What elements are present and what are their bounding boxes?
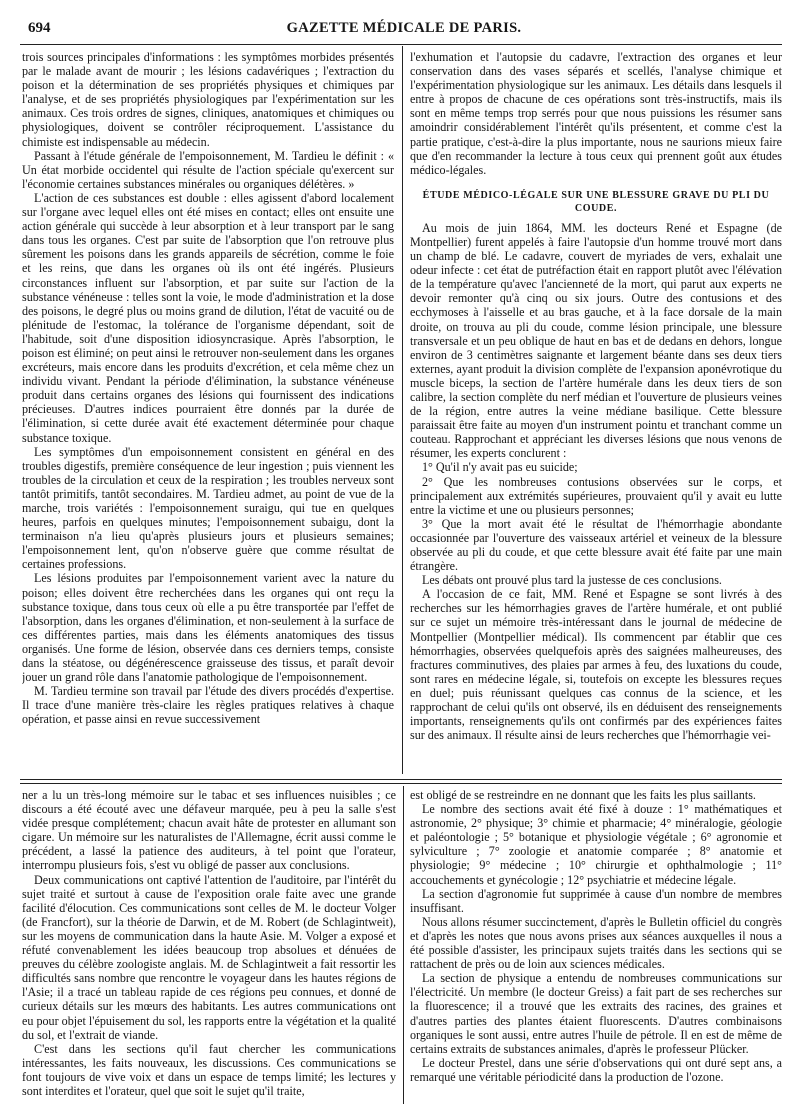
conclusion-item: 1° Qu'il n'y avait pas eu suicide;: [422, 460, 578, 475]
paragraph: Les lésions produites par l'empoisonnement varient avec la nature du poison; elles doivent être recherchées dans les organes qui ont reçu la substance toxique, dans tous ceux où elle a pu être transportée par l'effet de l'absorption, dans les organes d'élimination, et non-seulement à la surface de ces différentes parties, mais dans les éléments anatomiques des tissus organisés. Une forme de lésion, observée dans ces derniers temps, consiste dans la stéatose, ou dégénérescence graisseuse des tissus, et paraît devoir jouer un grand rôle dans l'anatomie pathologique de l'empoisonnement.: [22, 571, 394, 685]
column-bottom-left: [22, 788, 396, 1104]
page-header: [28, 20, 780, 40]
paragraph: l'exhumation et l'autopsie du cadavre, l'extraction des organes et leur conservation dans des vases séparés et scellés, l'analyse chimique et l'expérimentation physiologique sur les animaux. Les détails dans lesquels il entre à propos de chacune de ces opérations sont très-instructifs, mais ils sont en même temps trop serrés pour que nous puissions les résumer sans amoindrir considérablement l'intérêt qu'ils présentent, et comme c'est la partie pratique, c'est-à-dire la plus importante, nous ne saurions mieux faire que d'en recommander la lecture à tous ceux qui prennent goût aux études médico-légales.: [410, 50, 782, 177]
paragraph: Deux communications ont captivé l'attention de l'auditoire, par l'intérêt du sujet traité et surtout à cause de l'exposition orale faite avec une grande facilité d'élocution. Ces communications sont celles de M. le docteur Volger (de Francfort), sur la théorie de Darwin, et de M. Robert (de Schlagintweit), sur les moyens de communication dans la haute Asie. M. Volger a exposé et réfuté convenablement les idées beaucoup trop absolues et dénuées de preuves du célèbre zoologiste anglais. M. de Schlagintweit a fait ressortir les difficultés sans nombre que rencontre le voyageur dans les hautes régions de l'Asie; il a tracé un tableau rapide de ces régions peu connues, et donné de curieux détails sur les mœurs des habitants. Les autres communications ont eu pour objet l'épuisement du sol, les rapports entre la végétation et la qualité du sol, et l'extrait de viande.: [22, 872, 396, 1042]
conclusion-item: 2° Que les nombreuses contusions observées sur le corps, et principalement aux extrémités supérieures, prouvaient qu'il y avait eu lutte entre la victime et une ou plusieurs personnes;: [410, 474, 782, 517]
paragraph: Les symptômes d'un empoisonnement consistent en général en des troubles digestifs, première conséquence de leur ingestion ; puis viennent les troubles de la circulation et ceux de la respiration ; les troubles nerveux sont tantôt primitifs, tantôt secondaires. M. Tardieu admet, au point de vue de la marche, trois variétés : l'empoisonnement suraigu, qui tue en quelques heures, parfois en quelques minutes; l'empoisonnement subaigu, dont la terminaison n'a lieu qu'après plusieurs jours et plusieurs semaines; l'empoisonnement lent, qu'on n'observe guère que comme résultat de certaines professions.: [22, 444, 394, 572]
conclusion-item: 3° Que la mort avait été le résultat de l'hémorrhagie abondante occasionnée par l'ouverture des vaisseaux artériel et veineux de la blessure observée au pli du coude, et que cette blessure avait été faite par une main étrangère.: [410, 516, 782, 574]
paragraph: Nous allons résumer succinctement, d'après le Bulletin officiel du congrès et d'après les notes que nous avons prises aux séances auxquelles il nous a été possible d'assister, les principaux sujets traités dans les sections qui se rattachent de près ou de loin aux sciences médicales.: [410, 914, 782, 972]
paragraph: trois sources principales d'informations : les symptômes morbides présentés par le malade avant de mourir ; les lésions cadavériques ; l'extraction du poison et la détermination de ses propriétés physiques et chimiques par l'analyse, et de ses propriétés physiologiques par l'expérimentation sur les animaux. Ces trois ordres de signes, cliniques, anatomiques et chimiques ou physiologiques, doivent se contrôler réciproquement. L'assistance du chimiste est indispensable au médecin.: [22, 50, 394, 149]
column-divider: [403, 786, 404, 1104]
paragraph: A l'occasion de ce fait, MM. René et Espagne se sont livrés à des recherches sur les hémorrhagies graves de l'artère humérale, et ont publié sur ce sujet un mémoire très-intéressant dans le journal de médecine de Montpellier (Montpellier médical). Ils commencent par établir que ces hémorrhagies, observées quelquefois après des saignées malheureuses, des fractures comminutives, des plaies par armes à feu, des luxations du coude, sont rares en médecine légale, si, toutefois on excepte les blessures reçues en duel; puis réunissant quelques cas connus de la science, et les rapprochant de celui qu'ils ont observé, ils en déduisent des renseignements importants, renseignements qu'ils ont confirmés par des expériences faites sur des animaux. Il résulte ainsi de leurs recherches que l'hémorrhagie vei-: [410, 587, 782, 743]
column-bottom-right: [410, 788, 782, 1104]
paragraph: C'est dans les sections qu'il faut chercher les communications intéressantes, les faits nouveaux, les discussions. Ces communications se font toujours de vive voix et dans un espace de temps limité; les lectures y sont interdites et l'orateur, quel que soit le sujet qu'il traite,: [22, 1041, 396, 1098]
paragraph: ner a lu un très-long mémoire sur le tabac et ses influences nuisibles ; ce discours a été écouté avec une défaveur marquée, peu à peu la salle s'est vidée presque complétement; chacun avait hâte de protester en allumant son cigare. Un mémoire sur les naturalistes de l'Allemagne, écrit aussi comme le précédent, a lassé la patience des auditeurs, à tel point que l'orateur, interrompu plusieurs fois, s'est vu obligé de passer aux conclusions.: [22, 788, 396, 873]
running-title: GAZETTE MÉDICALE DE PARIS.: [286, 20, 522, 36]
paragraph: Au mois de juin 1864, MM. les docteurs René et Espagne (de Montpellier) furent appelés à faire l'autopsie d'un homme trouvé mort dans un champ de blé. Le cadavre, couvert de myriades de vers, exhalait une odeur infecte : cet état de putréfaction était en rapport plutôt avec l'élévation de la température qu'avec l'ancienneté de la mort, qui parut aux experts ne devoir remonter qu'à cinq ou six jours. Outre des contusions et des ecchymoses à l'aisselle et au bras gauche, et à la face dorsale de la main droite, on trouva au pli du coude, comme lésion principale, une blessure transversale et un peu oblique de haut en bas et de dedans en dehors, longue environ de 3 centimètres saignante et largement béante dans ses deux tiers externes, ayant produit la division complète de l'expansion aponévrotique du muscle biceps, la section de l'artère humérale dans les deux tiers de son calibre, la section complète du nerf médian et l'ouverture de plusieurs veines de la région, entre autres la veine médiane basilique. Cette blessure paraissait être faite au moyen d'un instrument pointu et tranchant comme un couteau. Rapprochant et appréciant les diverses lésions que nous venons de résumer, les experts conclurent :: [410, 220, 782, 461]
paragraph: Le docteur Prestel, dans une série d'observations qui ont duré sept ans, a remarqué une véritable périodicité dans la production de l'ozone.: [410, 1055, 782, 1084]
paragraph: L'action de ces substances est double : elles agissent d'abord localement sur l'organe avec lequel elles ont été mises en contact; elles ont ensuite une action générale qui succède à leur absorption et à leur transport par le sang dans tous les organes. C'est par suite de l'absorption que l'on retrouve plus sûrement les poisons dans les grands appareils de sécrétion, comme le foie et les reins, que dans les organes où ils ont été ingérés. Plusieurs circonstances influent sur l'absorption, et par suite sur l'action de la substance vénéneuse : telles sont la voie, le mode d'administration et la dose des poisons, le degré plus ou moins grand de dilution, l'état de vacuité ou de plénitude de l'estomac, la tolérance de l'organisme dépendant, soit de l'habitude, soit d'une disposition idiosyncrasique. Après l'absorption, le poison est éliminé; on peut ainsi le retrouver non-seulement dans les organes excréteurs, mais encore dans les produits d'excrétion, et cela même chez un individu vivant. Pendant la période d'élimination, la substance vénéneuse produit dans certains organes des lésions qui fournissent des indications précieuses. D'autres indices pourraient être donnés par la durée de l'élimination, si cette durée avait été exactement déterminée pour chaque substance toxique.: [22, 190, 394, 445]
paragraph: est obligé de se restreindre en ne donnant que les faits les plus saillants.: [410, 788, 756, 802]
column-divider: [402, 46, 403, 774]
paragraph: M. Tardieu termine son travail par l'étude des divers procédés d'expertise. Il trace d'une manière très-claire les règles pratiques relatives à chaque opération, et passe ainsi en revue successivement: [22, 684, 394, 727]
column-top-left: [22, 50, 394, 770]
paragraph: Les débats ont prouvé plus tard la justesse de ces conclusions.: [422, 573, 722, 588]
header-rule: [20, 44, 782, 45]
column-top-right: [410, 50, 782, 770]
section-separator: [20, 779, 782, 784]
paragraph: La section d'agronomie fut supprimée à cause d'un nombre de membres insuffisant.: [410, 886, 782, 915]
paragraph: La section de physique a entendu de nombreuses communications sur l'électricité. Un membre (le docteur Greiss) a fait part de ses recherches sur la fluorescence; il a trouvé que les extraits des racines, des graines et d'autres parties des plantes étaient fluorescents. D'autres combinaisons organiques le sont aussi, entre autres l'huile de pétrole. Il en est de même de certains extraits de substances animales, d'après le professeur Plücker.: [410, 971, 782, 1056]
page-number: 694: [28, 20, 51, 36]
section-title: ÉTUDE MÉDICO-LÉGALE SUR UNE BLESSURE GRAVE DU PLI DU COUDE.: [422, 189, 770, 214]
paragraph: Le nombre des sections avait été fixé à douze : 1° mathématiques et astronomie, 2° physique; 3° chimie et pharmacie; 4° minéralogie, géologie et paléontologie ; 5° botanique et physiologie végétale ; 6° agronomie et sylviculture ; 7° zoologie et anatomie comparée ; 8° anatomie et physiologie; 9° médecine ; 10° chirurgie et ophthalmologie ; 11° accouchements et gynécologie ; 12° psychiatrie et médecine légale.: [410, 802, 782, 887]
paragraph: Passant à l'étude générale de l'empoisonnement, M. Tardieu le définit : « Un état morbide occidentel qui résulte de l'action spéciale qu'exercent sur l'économie certaines substances minérales ou organiques délétères. »: [22, 148, 394, 191]
